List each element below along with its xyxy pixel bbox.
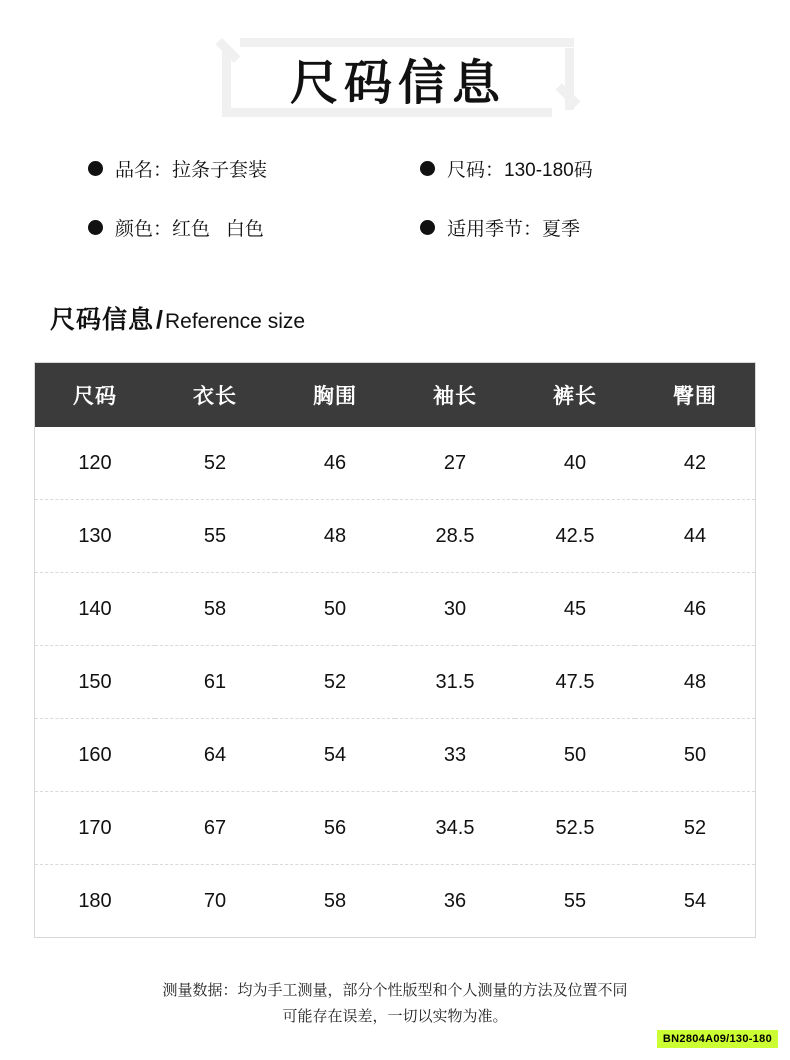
- table-cell: 52: [155, 427, 275, 500]
- info-item-product-name: [0, 155, 410, 182]
- info-label-product-name: 品名：: [115, 160, 173, 181]
- table-cell: 48: [635, 646, 755, 719]
- table-cell: 120: [35, 427, 155, 500]
- table-header-cell: 袖长: [395, 363, 515, 427]
- info-label-season: 适用季节：: [447, 219, 543, 240]
- table-cell: 46: [275, 427, 395, 500]
- table-cell: 67: [155, 792, 275, 865]
- table-cell: 64: [155, 719, 275, 792]
- section-heading-cn: 尺码信息: [50, 306, 155, 334]
- table-cell: 36: [395, 865, 515, 938]
- size-table: [35, 363, 755, 937]
- measurement-note: [0, 978, 790, 1030]
- table-cell: 58: [155, 573, 275, 646]
- table-row: [35, 500, 755, 573]
- table-cell: 52: [635, 792, 755, 865]
- table-cell: 48: [275, 500, 395, 573]
- table-header-row: [35, 363, 755, 427]
- table-header-cell: 衣长: [155, 363, 275, 427]
- page-title: 尺码信息: [289, 54, 506, 111]
- table-cell: 27: [395, 427, 515, 500]
- info-value-size-range: 130-180码: [504, 160, 593, 181]
- table-cell: 58: [275, 865, 395, 938]
- section-heading-en: Reference size: [164, 310, 306, 333]
- section-heading-slash: /: [156, 306, 163, 334]
- table-cell: 140: [35, 573, 155, 646]
- size-table-container: [34, 362, 756, 938]
- table-cell: 55: [155, 500, 275, 573]
- table-row: [35, 792, 755, 865]
- table-cell: 50: [635, 719, 755, 792]
- table-cell: 46: [635, 573, 755, 646]
- measurement-note-line1: 测量数据：均为手工测量，部分个性版型和个人测量的方法及位置不同: [162, 982, 628, 999]
- product-info-grid: [0, 155, 790, 241]
- table-cell: 47.5: [515, 646, 635, 719]
- table-cell: 150: [35, 646, 155, 719]
- info-value-season: 夏季: [542, 219, 581, 240]
- size-table-head: [35, 363, 755, 427]
- table-cell: 55: [515, 865, 635, 938]
- table-cell: 42.5: [515, 500, 635, 573]
- table-cell: 170: [35, 792, 155, 865]
- table-cell: 56: [275, 792, 395, 865]
- info-item-season: [410, 214, 790, 241]
- table-cell: 54: [275, 719, 395, 792]
- table-row: [35, 719, 755, 792]
- table-row: [35, 427, 755, 500]
- bullet-dot-icon: [420, 220, 435, 235]
- table-cell: 50: [275, 573, 395, 646]
- measurement-note-line2: 可能存在误差，一切以实物为准。: [282, 1008, 508, 1025]
- table-cell: 50: [515, 719, 635, 792]
- table-cell: 180: [35, 865, 155, 938]
- bullet-dot-icon: [420, 161, 435, 176]
- info-item-size-range: [410, 155, 790, 182]
- table-cell: 45: [515, 573, 635, 646]
- info-value-color: 红色 白色: [172, 219, 264, 240]
- size-table-body: [35, 427, 755, 937]
- bullet-dot-icon: [88, 161, 103, 176]
- table-header-cell: 尺码: [35, 363, 155, 427]
- info-label-size-range: 尺码：: [447, 160, 505, 181]
- product-code-badge: BN2804A09/130-180: [657, 1030, 778, 1048]
- bullet-dot-icon: [88, 220, 103, 235]
- table-cell: 61: [155, 646, 275, 719]
- table-cell: 130: [35, 500, 155, 573]
- table-header-cell: 臀围: [635, 363, 755, 427]
- table-cell: 30: [395, 573, 515, 646]
- table-cell: 33: [395, 719, 515, 792]
- info-item-color: [0, 214, 410, 241]
- info-label-color: 颜色：: [115, 219, 173, 240]
- table-cell: 160: [35, 719, 155, 792]
- table-row: [35, 646, 755, 719]
- table-cell: 42: [635, 427, 755, 500]
- table-cell: 44: [635, 500, 755, 573]
- table-cell: 40: [515, 427, 635, 500]
- table-cell: 54: [635, 865, 755, 938]
- table-cell: 28.5: [395, 500, 515, 573]
- table-header-cell: 裤长: [515, 363, 635, 427]
- table-cell: 52: [275, 646, 395, 719]
- info-value-product-name: 拉条子套装: [172, 160, 268, 181]
- title-banner: [0, 0, 790, 115]
- table-cell: 70: [155, 865, 275, 938]
- table-cell: 34.5: [395, 792, 515, 865]
- section-heading: [50, 300, 305, 336]
- table-row: [35, 573, 755, 646]
- table-row: [35, 865, 755, 938]
- title-frame: [222, 38, 574, 118]
- table-cell: 52.5: [515, 792, 635, 865]
- table-cell: 31.5: [395, 646, 515, 719]
- table-header-cell: 胸围: [275, 363, 395, 427]
